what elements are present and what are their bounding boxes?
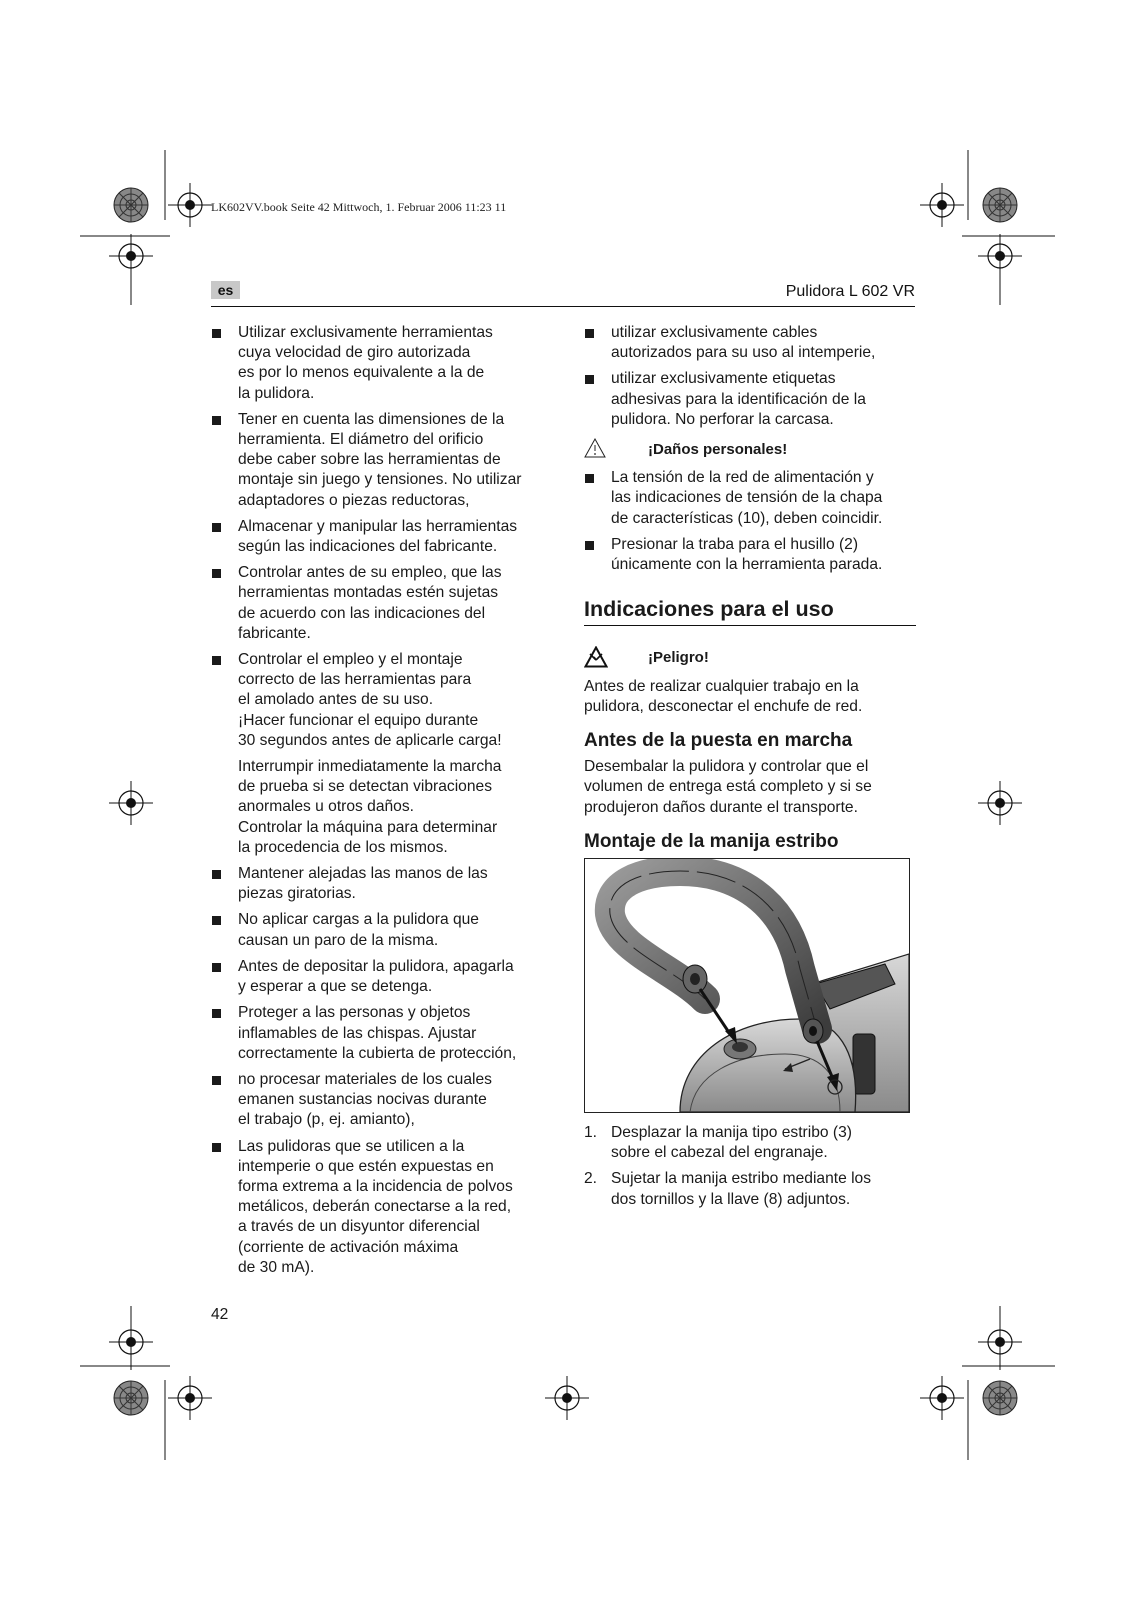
- list-item: no procesar materiales de los cuales emanen sustancias nocivas durante el trabajo (p, ej. amianto),: [211, 1070, 546, 1131]
- bullet-square-icon: [212, 870, 221, 879]
- step-item: 2. Sujetar la manija estribo mediante los dos tornillos y la llave (8) adjuntos.: [584, 1170, 872, 1208]
- bullet-square-icon: [212, 916, 221, 925]
- bullet-square-icon: [212, 416, 221, 425]
- bullet-square-icon: [212, 523, 221, 532]
- bullet-square-icon: [212, 963, 221, 972]
- bullet-square-icon: [585, 329, 594, 338]
- warning-personal-label: ¡Daños personales!: [648, 441, 788, 459]
- right-column: [584, 323, 916, 1216]
- list-item: No aplicar cargas a la pulidora que causan un paro de la misma.: [211, 910, 546, 950]
- section-title: Indicaciones para el uso: [584, 597, 834, 622]
- warning-danger: [584, 648, 916, 668]
- warning-danger-label: ¡Peligro!: [648, 649, 709, 667]
- list-item: Utilizar exclusivamente herramientas cuya velocidad de giro autorizada es por lo menos equivalente a la de la pulidora.: [211, 323, 546, 404]
- subsection-title-startup: Antes de la puesta en marcha: [584, 730, 853, 752]
- bullet-square-icon: [585, 541, 594, 550]
- list-item: Las pulidoras que se utilicen a la intemperie o que estén expuestas en forma extrema a la incidencia de polvos metálicos, deberán conectarse a la red, a través de un disyuntor diferencial (corriente de activación máxima de 30 mA).: [211, 1137, 546, 1278]
- book-file-line: LK602VV.book Seite 42 Mittwoch, 1. Februar 2006 11:23 11: [211, 200, 507, 214]
- list-item: La tensión de la red de alimentación y las indicaciones de tensión de la chapa de características (10), deben coincidir.: [584, 468, 916, 529]
- startup-paragraph: Desembalar la pulidora y controlar que el volumen de entrega está completo y si se produjeron daños durante el transporte.: [584, 758, 872, 816]
- list-item: Proteger a las personas y objetos inflamables de las chispas. Ajustar correctamente la cubierta de protección,: [211, 1003, 546, 1064]
- bullet-square-icon: [212, 1009, 221, 1018]
- list-item: utilizar exclusivamente cables autorizados para su uso al intemperie,: [584, 323, 916, 363]
- warning-personal-injury: [584, 440, 916, 460]
- warning-triangle-icon: [584, 438, 606, 458]
- header-rule: [211, 306, 915, 307]
- language-tag: es: [211, 281, 240, 299]
- list-item: Presionar la traba para el husillo (2) únicamente con la herramienta parada.: [584, 535, 916, 575]
- bullet-square-icon: [585, 375, 594, 384]
- list-item-continuation: Interrumpir inmediatamente la marcha de prueba si se detectan vibraciones anormales u otros daños. Controlar la máquina para determinar la procedencia de los mismos.: [238, 758, 502, 856]
- danger-triangle-icon: [584, 646, 608, 668]
- bullet-square-icon: [212, 569, 221, 578]
- bullet-square-icon: [212, 1076, 221, 1085]
- bullet-square-icon: [212, 1143, 221, 1152]
- section-rule: [584, 625, 916, 626]
- bullet-square-icon: [212, 656, 221, 665]
- list-item: Mantener alejadas las manos de las piezas giratorias.: [211, 864, 546, 904]
- header-product-title: Pulidora L 602 VR: [785, 283, 915, 300]
- bullet-square-icon: [585, 474, 594, 483]
- bullet-square-icon: [212, 329, 221, 338]
- danger-paragraph: Antes de realizar cualquier trabajo en la pulidora, desconectar el enchufe de red.: [584, 677, 863, 715]
- list-item: Tener en cuenta las dimensiones de la herramienta. El diámetro del orificio debe caber sobre las herramientas de montaje sin juego y tensiones. No utilizar adaptadores o piezas reductoras,: [211, 410, 546, 511]
- page-number: 42: [211, 1306, 229, 1323]
- list-item: Antes de depositar la pulidora, apagarla y esperar a que se detenga.: [211, 957, 546, 997]
- list-item: Controlar el empleo y el montaje correcto de las herramientas para el amolado antes de su uso. ¡Hacer funcionar el equipo durante 30 segundos antes de aplicarle carga!: [211, 650, 546, 751]
- list-item: Almacenar y manipular las herramientas según las indicaciones del fabricante.: [211, 517, 546, 557]
- list-item: utilizar exclusivamente etiquetas adhesivas para la identificación de la pulidora. No perforar la carcasa.: [584, 369, 916, 430]
- step-item: 1. Desplazar la manija tipo estribo (3) sobre el cabezal del engranaje.: [584, 1124, 852, 1162]
- subsection-title-handle-mounting: Montaje de la manija estribo: [584, 830, 839, 852]
- polisher-handle-drawing: [585, 859, 909, 1112]
- list-item: Controlar antes de su empleo, que las herramientas montadas estén sujetas de acuerdo con las indicaciones del fabricante.: [211, 563, 546, 644]
- handle-mounting-illustration: [584, 858, 910, 1113]
- left-column: [211, 323, 546, 1284]
